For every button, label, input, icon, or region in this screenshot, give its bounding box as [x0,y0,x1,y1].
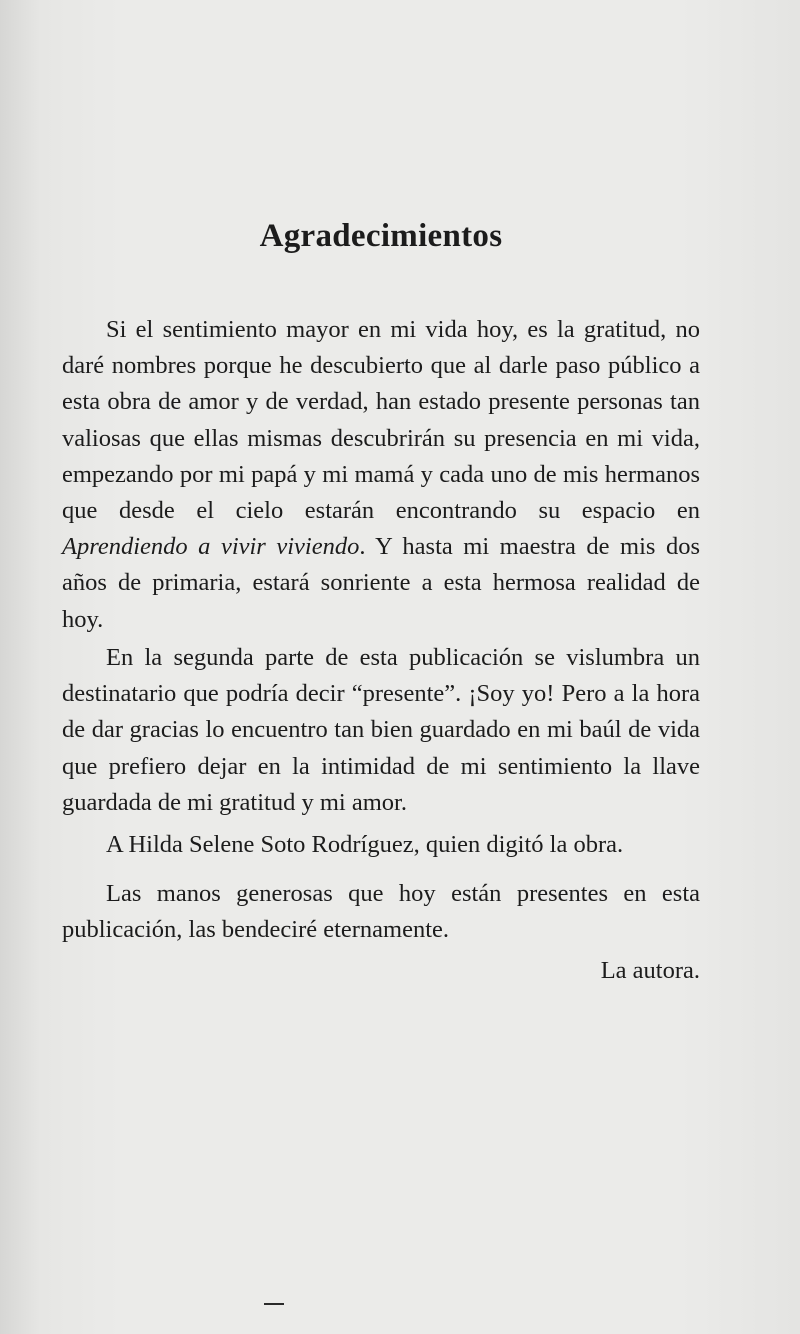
paragraph-1-text-b: . Y hasta mi maestra de mis dos años de primaria, estará sonriente a esta hermosa realidad de hoy. [62,533,700,633]
paragraph-1-text-a: Si el sentimiento mayor en mi vida hoy, es la gratitud, no daré nombres porque he descubierto que al darle paso público a esta obra de amor y de verdad, han estado presente personas tan valiosas que ellas mismas descubrirán su presencia en mi vida, empezando por mi papá y mi mamá y cada uno de mis hermanos que desde el cielo estarán encontrando su espacio en [62,316,700,525]
page-title: Agradecimientos [259,218,503,254]
paragraph-1 [62,312,700,638]
page-mark-dash [264,1303,284,1305]
signature: La autora. [600,957,700,984]
book-title-italic: Aprendiendo a vivir viviendo [62,533,360,561]
paragraph-4: Las manos generosas que hoy están presentes en esta publicación, las bendeciré eternamente. [62,880,700,944]
paragraph-2: En la segunda parte de esta publicación se vislumbra un destinatario que podría decir “presente”. ¡Soy yo! Pero a la hora de dar gracias lo encuentro tan bien guardado en mi baúl de vida que prefiero dejar en la intimidad de mi sentimiento la llave guardada de mi gratitud y mi amor. [62,644,700,816]
paragraph-3: A Hilda Selene Soto Rodríguez, quien digitó la obra. [106,831,624,858]
